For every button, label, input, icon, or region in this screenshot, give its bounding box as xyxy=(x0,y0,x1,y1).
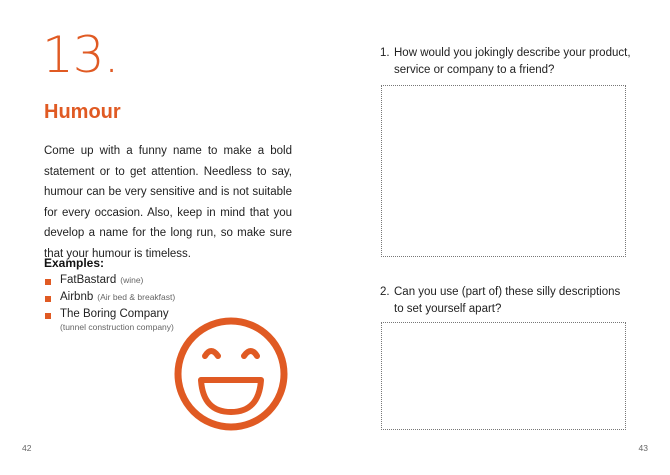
example-name: Airbnb xyxy=(60,291,94,303)
question-1 xyxy=(380,45,632,79)
answer-box-1[interactable] xyxy=(381,85,626,257)
question-text: Can you use (part of) these silly descriptions to set yourself apart? xyxy=(394,286,621,315)
bullet-square-icon xyxy=(45,313,51,319)
example-note: (Air bed & breakfast) xyxy=(97,292,176,302)
examples-heading: Examples: xyxy=(44,256,105,270)
question-text: How would you jokingly describe your product, service or company to a friend? xyxy=(394,47,631,76)
example-note: (tunnel construction company) xyxy=(60,322,174,332)
answer-box-2[interactable] xyxy=(381,322,626,430)
bullet-square-icon xyxy=(45,279,51,285)
page-number: 43 xyxy=(638,443,648,453)
example-note: (wine) xyxy=(120,275,144,285)
chapter-number: 13. xyxy=(42,26,119,84)
question-number: 2. xyxy=(380,286,390,298)
bullet-square-icon xyxy=(45,296,51,302)
page-number: 42 xyxy=(22,443,32,453)
chapter-title: Humour xyxy=(44,101,121,123)
body-paragraph: Come up with a funny name to make a bold statement or to get attention. Needless to say, humour can be very sensitive and is not suitable for every occasion. Also, keep in mind that you develop a name for the long run, so make sure that your humour is timeless. xyxy=(44,145,292,260)
smiley-face-icon xyxy=(173,316,289,432)
list-item xyxy=(44,290,294,307)
example-name: FatBastard xyxy=(60,274,117,286)
list-item xyxy=(44,273,294,290)
question-number: 1. xyxy=(380,47,390,59)
question-2 xyxy=(380,284,632,318)
example-name: The Boring Company xyxy=(60,308,169,320)
